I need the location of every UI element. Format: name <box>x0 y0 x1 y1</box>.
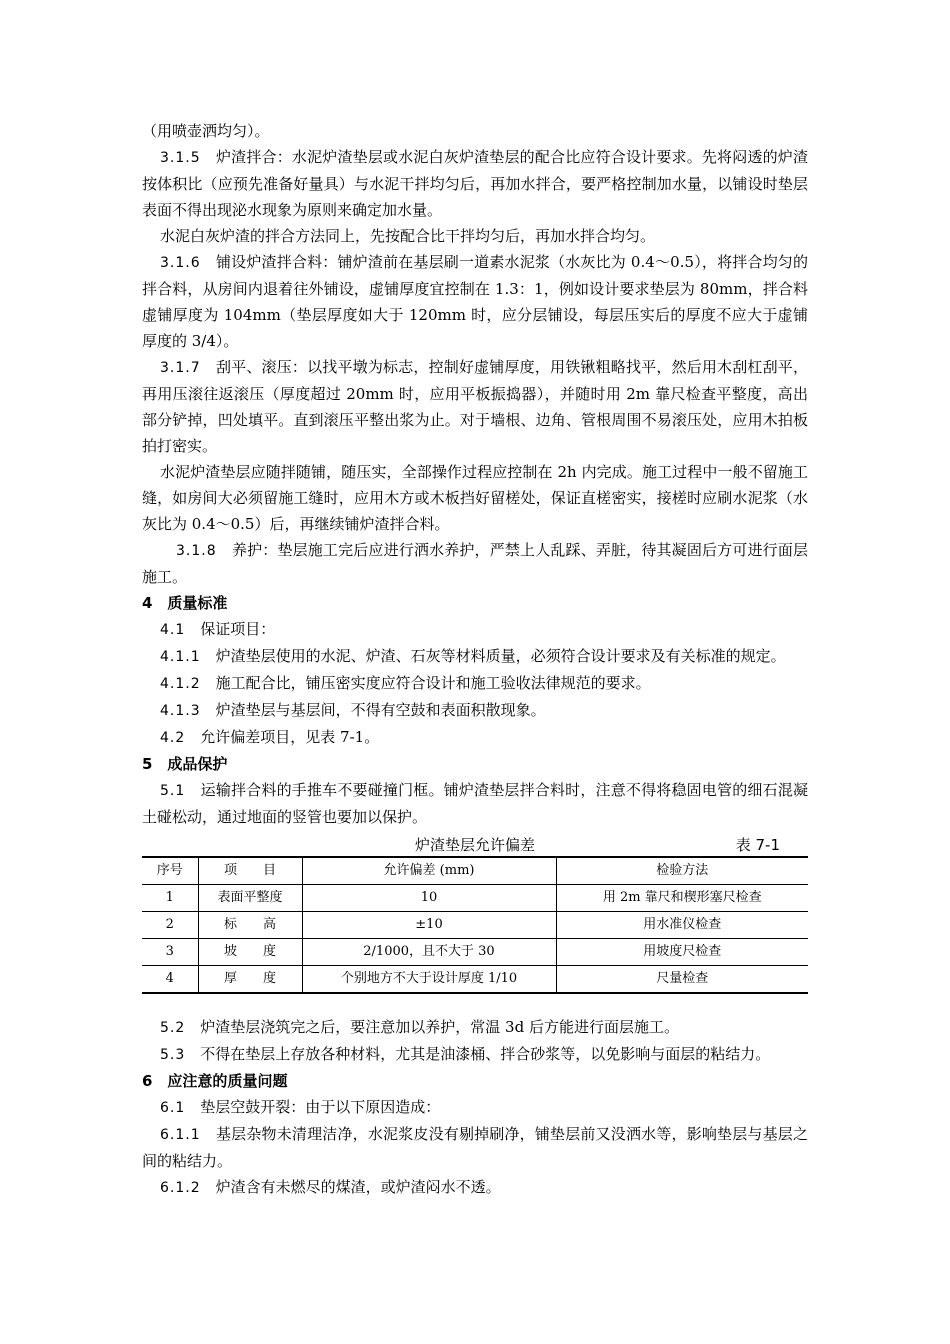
table-cell: 3 <box>142 939 198 966</box>
table-cell: 厚 度 <box>198 966 302 994</box>
table-title: 炉渣垫层允许偏差 <box>414 836 535 854</box>
clause-number: 4.2 <box>160 730 186 746</box>
table-row <box>142 966 808 994</box>
clause-4-1-1: 4.1.1 炉渣垫层使用的水泥、炉渣、石灰等材料质量，必须符合设计要求及有关标准的规定。 <box>160 647 786 665</box>
column-header: 允许偏差 (mm) <box>302 857 556 885</box>
column-header: 项 目 <box>198 857 302 885</box>
clause-3-1-5: 3.1.5 炉渣拌合：水泥炉渣垫层或水泥白灰炉渣垫层的配合比应符合设计要求。先将闷透的炉渣按体积比（应预先准备好量具）与水泥干拌均匀后，再加水拌合，要严格控制加水量，以铺设时垫层表面不得出现泌水现象为原则来确定加水量。 <box>142 148 808 219</box>
clause-5-2: 5.2 炉渣垫层浇筑完之后，要注意加以养护，常温 3d 后方能进行面层施工。 <box>160 1018 679 1036</box>
table-cell: 1 <box>142 885 198 912</box>
table-cell: 坡 度 <box>198 939 302 966</box>
clause-5-1: 5.1 运输拌合料的手推车不要碰撞门框。铺炉渣垫层拌合料时，注意不得将稳固电管的细石混凝土碰松动，通过地面的竖管也要加以保护。 <box>142 781 808 826</box>
table-cell: 4 <box>142 966 198 994</box>
table-row <box>142 939 808 966</box>
clause-3-1-8: 3.1.8 养护：垫层施工完后应进行洒水养护，严禁上人乱踩、弄脏，待其凝固后方可进行面层施工。 <box>142 541 808 586</box>
table-cell: 个别地方不大于设计厚度 1/10 <box>302 966 556 994</box>
document-page <box>142 118 808 1201</box>
table-cell: 表面平整度 <box>198 885 302 912</box>
section-heading-6: 6 应注意的质量问题 <box>142 1072 288 1090</box>
clause-number: 3.1.5 <box>160 150 201 166</box>
table-header-row <box>142 857 808 885</box>
table-cell: 用坡度尺检查 <box>556 939 808 966</box>
table-number: 表 7-1 <box>735 836 780 854</box>
section-heading-5: 5 成品保护 <box>142 755 228 773</box>
clause-5-3: 5.3 不得在垫层上存放各种材料，尤其是油漆桶、拌合砂浆等，以免影响与面层的粘结力。 <box>160 1045 771 1063</box>
table-cell: 2/1000，且不大于 30 <box>302 939 556 966</box>
clause-6-1: 6.1 垫层空鼓开裂：由于以下原因造成： <box>160 1098 441 1116</box>
clause-3-1-7: 3.1.7 刮平、滚压：以找平墩为标志，控制好虚铺厚度，用铁锹粗略找平，然后用木刮杠刮平，再用压滚往返滚压（厚度超过 20mm 时，应用平板振捣器），并随时用 2m 靠尺检查平整度，高出部分铲掉，凹处填平。直到滚压平整出浆为止。对于墙根、边角、管根周围不易滚压处，应用木拍板拍打密实。 <box>142 358 808 455</box>
table-cell: 2 <box>142 912 198 939</box>
clause-number: 4.1.1 <box>160 649 201 665</box>
table-cell: 10 <box>302 885 556 912</box>
clause-number: 4.1.2 <box>160 676 201 692</box>
clause-number: 6.1 <box>160 1100 186 1116</box>
clause-number: 3.1.6 <box>160 255 201 271</box>
table-row <box>142 885 808 912</box>
clause-number: 5.1 <box>160 783 186 799</box>
clause-number: 5.2 <box>160 1020 186 1036</box>
paragraph: （用喷壶洒均匀）。 <box>142 122 270 140</box>
paragraph: 水泥白灰炉渣的拌合方法同上，先按配合比干拌均匀后，再加水拌合均匀。 <box>160 227 656 245</box>
clause-4-1-2: 4.1.2 施工配合比，铺压密实度应符合设计和施工验收法律规范的要求。 <box>160 674 651 692</box>
tolerance-table <box>142 856 808 994</box>
table-caption <box>142 832 808 856</box>
column-header: 检验方法 <box>556 857 808 885</box>
table-cell: 尺量检查 <box>556 966 808 994</box>
paragraph: 水泥炉渣垫层应随拌随铺，随压实，全部操作过程应控制在 2h 内完成。施工过程中一般不留施工缝，如房间大必须留施工缝时，应用木方或木板挡好留槎处，保证直槎密实，接槎时应刷水泥浆（水灰比为 0.4～0.5）后，再继续铺炉渣拌合料。 <box>142 463 808 533</box>
table-cell: 标 高 <box>198 912 302 939</box>
clause-number: 4.1.3 <box>160 703 201 719</box>
column-header: 序号 <box>142 857 198 885</box>
clause-number: 6.1.2 <box>160 1180 201 1196</box>
table-cell: ±10 <box>302 912 556 939</box>
clause-number: 4.1 <box>160 622 186 638</box>
clause-number: 5.3 <box>160 1047 186 1063</box>
clause-4-1-3: 4.1.3 炉渣垫层与基层间，不得有空鼓和表面积散现象。 <box>160 701 546 719</box>
table-row <box>142 912 808 939</box>
clause-4-1: 4.1 保证项目： <box>160 620 276 638</box>
table-cell: 用水准仪检查 <box>556 912 808 939</box>
table-cell: 用 2m 靠尺和楔形塞尺检查 <box>556 885 808 912</box>
clause-4-2: 4.2 允许偏差项目，见表 7-1。 <box>160 728 380 746</box>
section-heading-4: 4 质量标准 <box>142 594 228 612</box>
clause-number: 3.1.7 <box>160 360 201 376</box>
clause-number: 3.1.8 <box>176 543 217 559</box>
clause-number: 6.1.1 <box>160 1127 201 1143</box>
clause-6-1-1: 6.1.1 基层杂物未清理洁净，水泥浆皮没有剔掉刷净，铺垫层前又没洒水等，影响垫层与基层之间的粘结力。 <box>142 1125 808 1170</box>
clause-3-1-6: 3.1.6 铺设炉渣拌合料：铺炉渣前在基层刷一道素水泥浆（水灰比为 0.4～0.5），将拌合均匀的拌合料，从房间内退着往外铺设，虚铺厚度宜控制在 1.3：1，例如设计要求垫层为 80mm，拌合料虚铺厚度为 104mm（垫层厚度如大于 120mm 时，应分层铺设，每层压实后的厚度不应大于虚铺厚度的 3/4）。 <box>142 253 808 350</box>
clause-6-1-2: 6.1.2 炉渣含有未燃尽的煤渣，或炉渣闷水不透。 <box>160 1178 501 1196</box>
